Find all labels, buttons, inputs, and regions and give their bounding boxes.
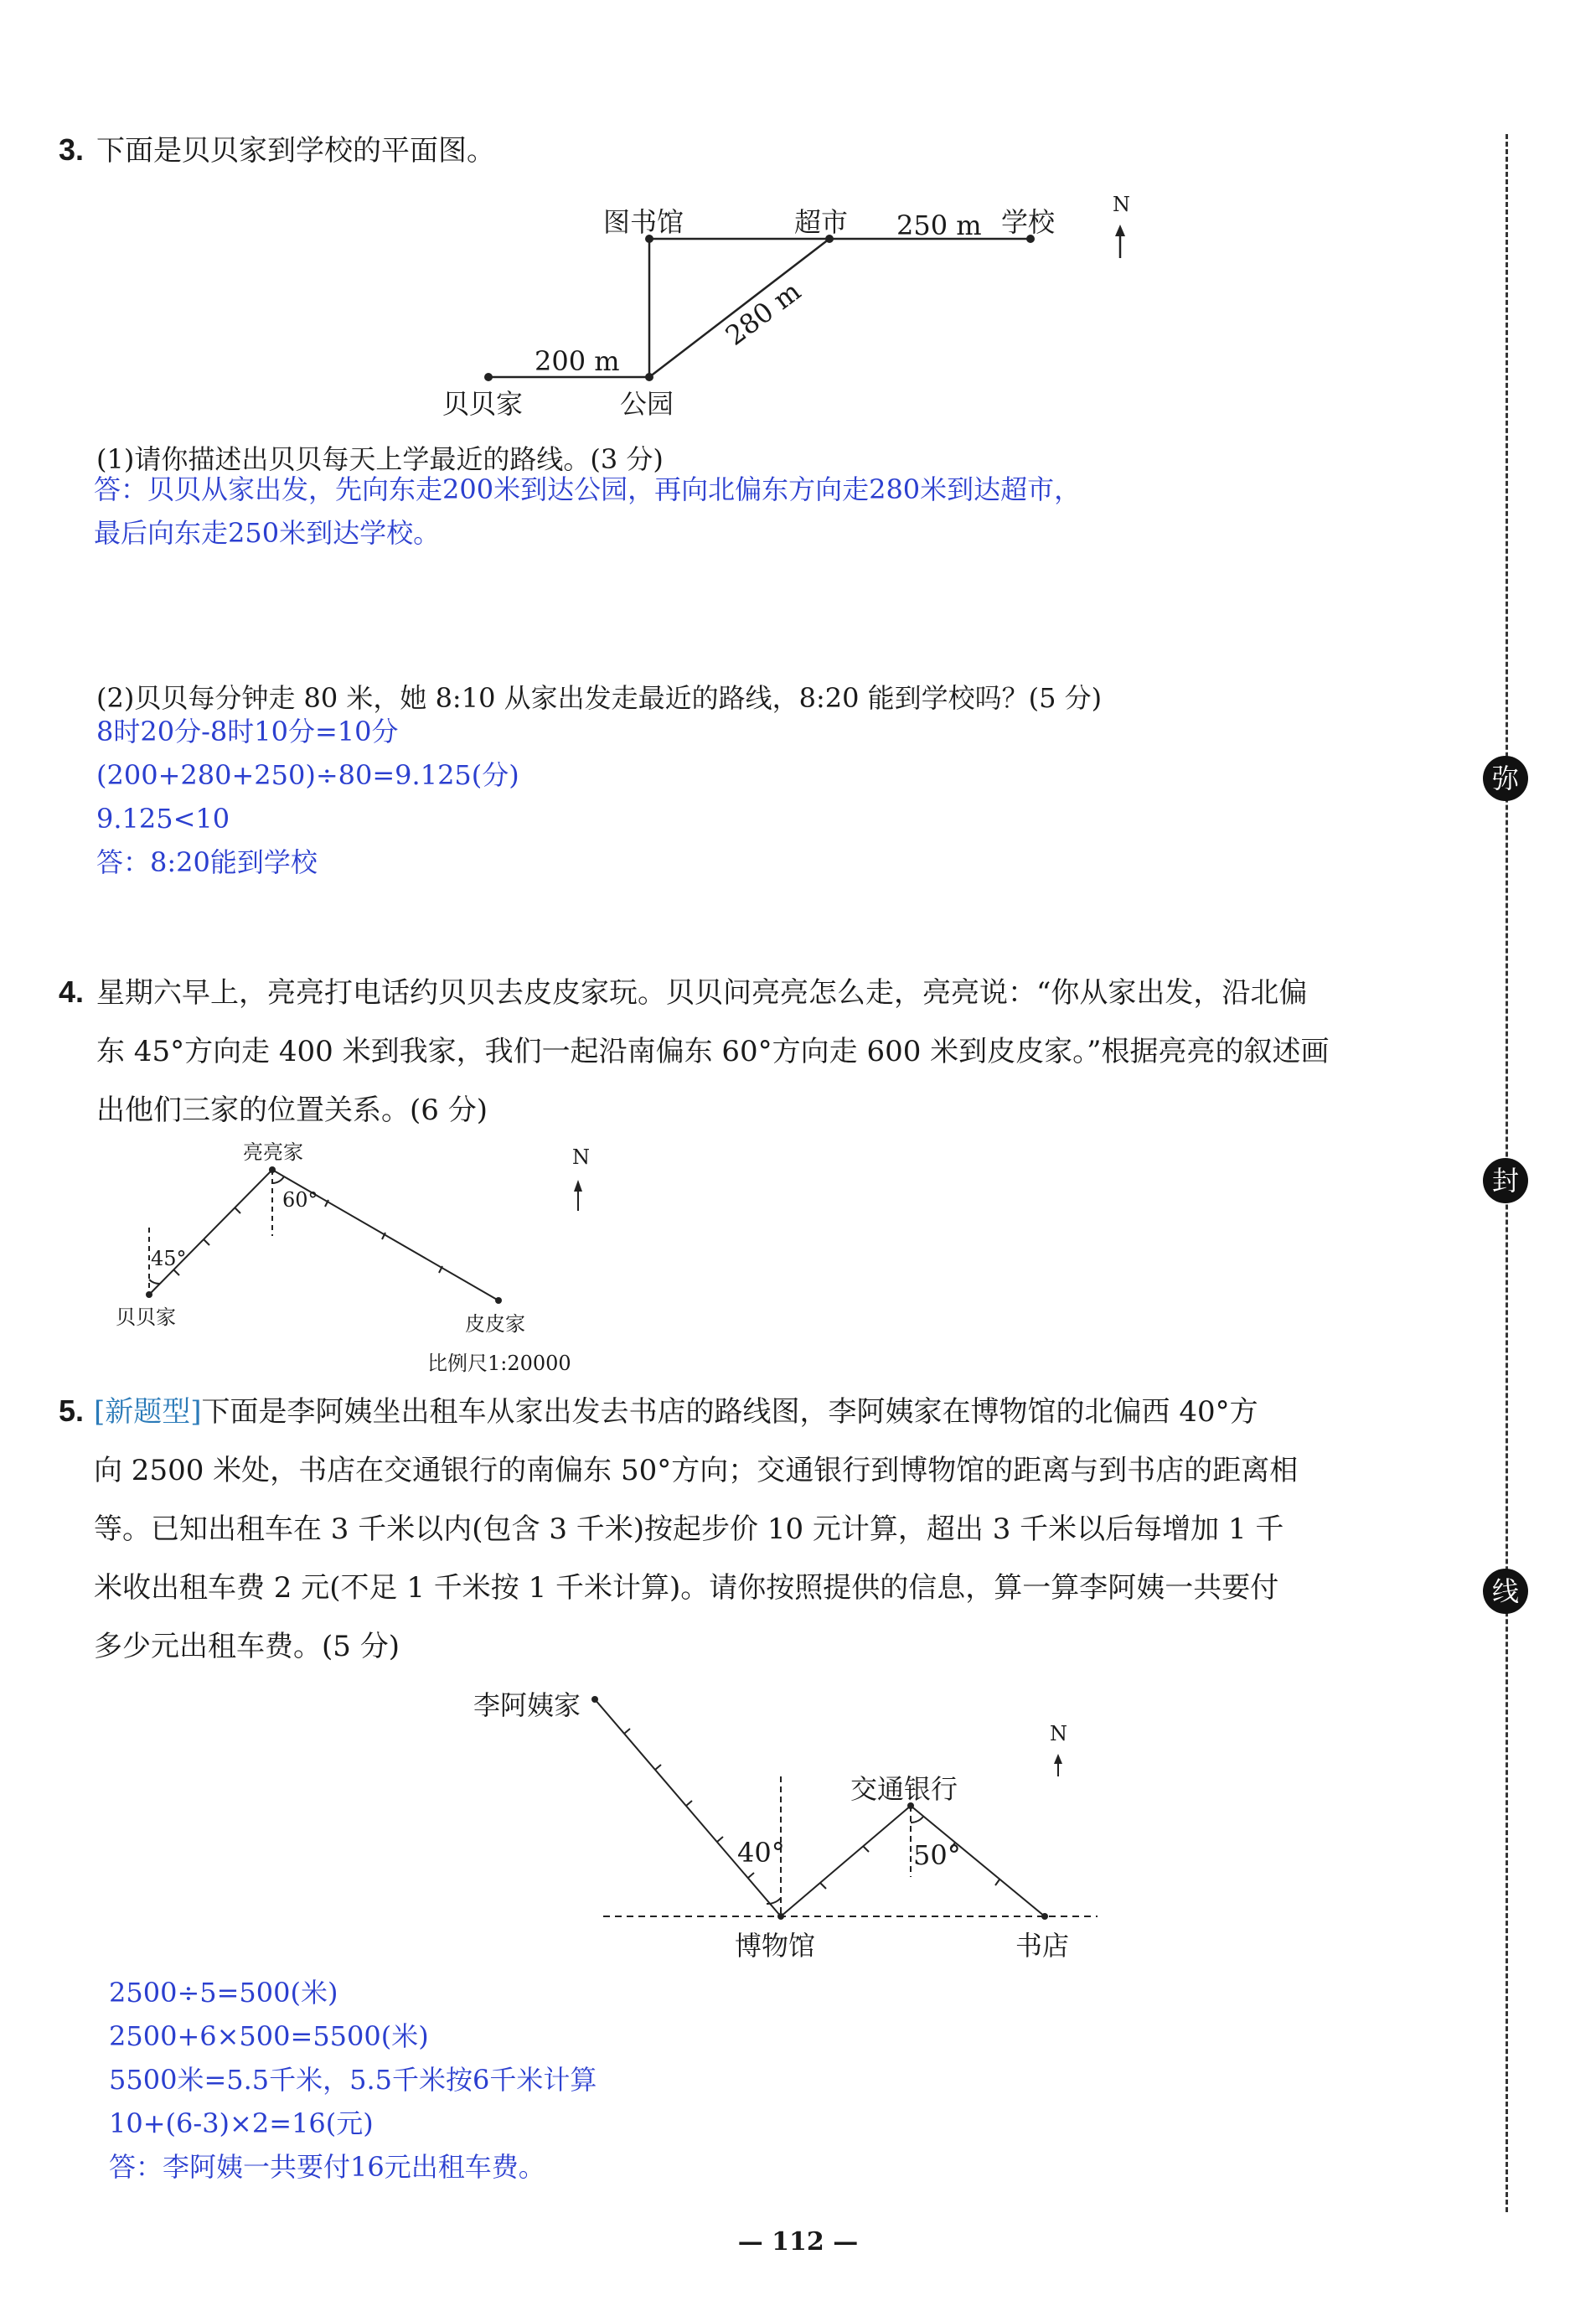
- q4-line: 东 45°方向走 400 米到我家，我们一起沿南偏东 60°方向走 600 米到皮皮家。”根据亮亮的叙述画: [96, 1035, 1330, 1068]
- answer-line: 答：李阿姨一共要付16元出租车费。: [109, 2151, 545, 2183]
- page-number: — 112 —: [737, 2227, 859, 2257]
- q5-line: 等。已知出租车在 3 千米以内(包含 3 千米)按起步价 10 元计算，超出 3 千米以后每增加 1 千: [94, 1512, 1284, 1546]
- q5-diagram: [0, 1676, 1173, 1961]
- q5-line: 米收出租车费 2 元(不足 1 千米按 1 千米计算)。请你按照提供的信息，算一算李阿姨一共要付: [94, 1571, 1279, 1605]
- q3-sub1: (1)请你描述出贝贝每天上学最近的路线。(3 分): [96, 443, 664, 475]
- answer-line: 最后向东走250米到达学校。: [94, 517, 441, 549]
- diagram-label-pipi: 皮皮家: [465, 1312, 525, 1336]
- answer-line: 10+(6-3)×2=16(元): [109, 2107, 374, 2139]
- q4-diagram: [0, 1123, 754, 1374]
- q3-answer2: [96, 710, 519, 884]
- q5-text: [94, 1383, 1298, 1676]
- q3-number: 3.: [59, 132, 85, 167]
- diagram-label-bookstore: 书店: [1015, 1930, 1070, 1962]
- q5-number: 5.: [59, 1393, 85, 1428]
- diagram-label-li-home: 李阿姨家: [473, 1689, 581, 1721]
- diagram-scale: 比例尺1:20000: [427, 1352, 571, 1375]
- q5-line-first: 下面是李阿姨坐出租车从家出发去书店的路线图，李阿姨家在博物馆的北偏西 40°方: [201, 1395, 1258, 1429]
- angle-label-50: 50°: [913, 1839, 961, 1871]
- answer-line: 答：贝贝从家出发，先向东走200米到达公园，再向北偏东方向走280米到达超市，: [94, 473, 1082, 505]
- map-label-park: 公园: [620, 388, 674, 420]
- map-label-school: 学校: [1001, 206, 1056, 238]
- diagram-label-museum: 博物馆: [735, 1930, 816, 1962]
- map-label-library: 图书馆: [603, 206, 684, 238]
- map-label-home: 贝贝家: [442, 388, 524, 420]
- q4-text: [96, 964, 1330, 1140]
- diagram-label-beibei: 贝贝家: [116, 1306, 176, 1329]
- map-label-supermarket: 超市: [794, 206, 849, 238]
- new-question-tag: [新题型]: [94, 1395, 202, 1429]
- q3-answer1: [94, 468, 1081, 555]
- answer-line: 答：8:20能到学校: [96, 846, 318, 878]
- q4-number: 4.: [59, 975, 85, 1009]
- map-distance-home-park: 200 m: [535, 345, 620, 377]
- answer-line: 5500米=5.5千米，5.5千米按6千米计算: [109, 2064, 597, 2096]
- q5-line: 向 2500 米处，书店在交通银行的南偏东 50°方向；交通银行到博物馆的距离与到书店的距离相: [94, 1454, 1299, 1487]
- q4-line: 出他们三家的位置关系。(6 分): [96, 1094, 488, 1127]
- q5-line: [94, 1383, 1298, 1441]
- binding-mark-seal: 线: [1483, 1569, 1528, 1614]
- north-arrow-label: N: [1113, 193, 1130, 216]
- answer-line: (200+280+250)÷80=9.125(分): [96, 759, 519, 791]
- angle-label-45: 45°: [151, 1247, 187, 1270]
- map-distance-market-school: 250 m: [896, 209, 982, 241]
- angle-label-60: 60°: [282, 1188, 318, 1212]
- q4-line: 星期六早上，亮亮打电话约贝贝去皮皮家玩。贝贝问亮亮怎么走，亮亮说：“你从家出发，沿北偏: [96, 976, 1308, 1010]
- angle-label-40: 40°: [737, 1837, 785, 1869]
- binding-mark-seal: 弥: [1483, 756, 1528, 801]
- q3-stem: 下面是贝贝家到学校的平面图。: [96, 134, 495, 168]
- diagram-label-liangliang: 亮亮家: [243, 1140, 303, 1164]
- diagram-label-bank: 交通银行: [850, 1773, 958, 1805]
- north-arrow-label: N: [572, 1145, 590, 1169]
- q3-sub2: (2)贝贝每分钟走 80 米，她 8:10 从家出发走最近的路线，8:20 能到学校吗？(5 分): [96, 682, 1103, 714]
- q5-line: 多少元出租车费。(5 分): [94, 1630, 400, 1663]
- north-arrow-label: N: [1050, 1722, 1067, 1745]
- map-distance-park-market: 280 m: [719, 275, 807, 352]
- answer-line: 2500÷5=500(米): [109, 1977, 338, 2009]
- answer-line: 2500+6×500=5500(米): [109, 2020, 429, 2052]
- binding-mark-seal: 封: [1483, 1158, 1528, 1203]
- answer-line: 8时20分-8时10分=10分: [96, 716, 399, 747]
- answer-line: 9.125<10: [96, 803, 230, 835]
- q5-answer: [109, 1971, 597, 2189]
